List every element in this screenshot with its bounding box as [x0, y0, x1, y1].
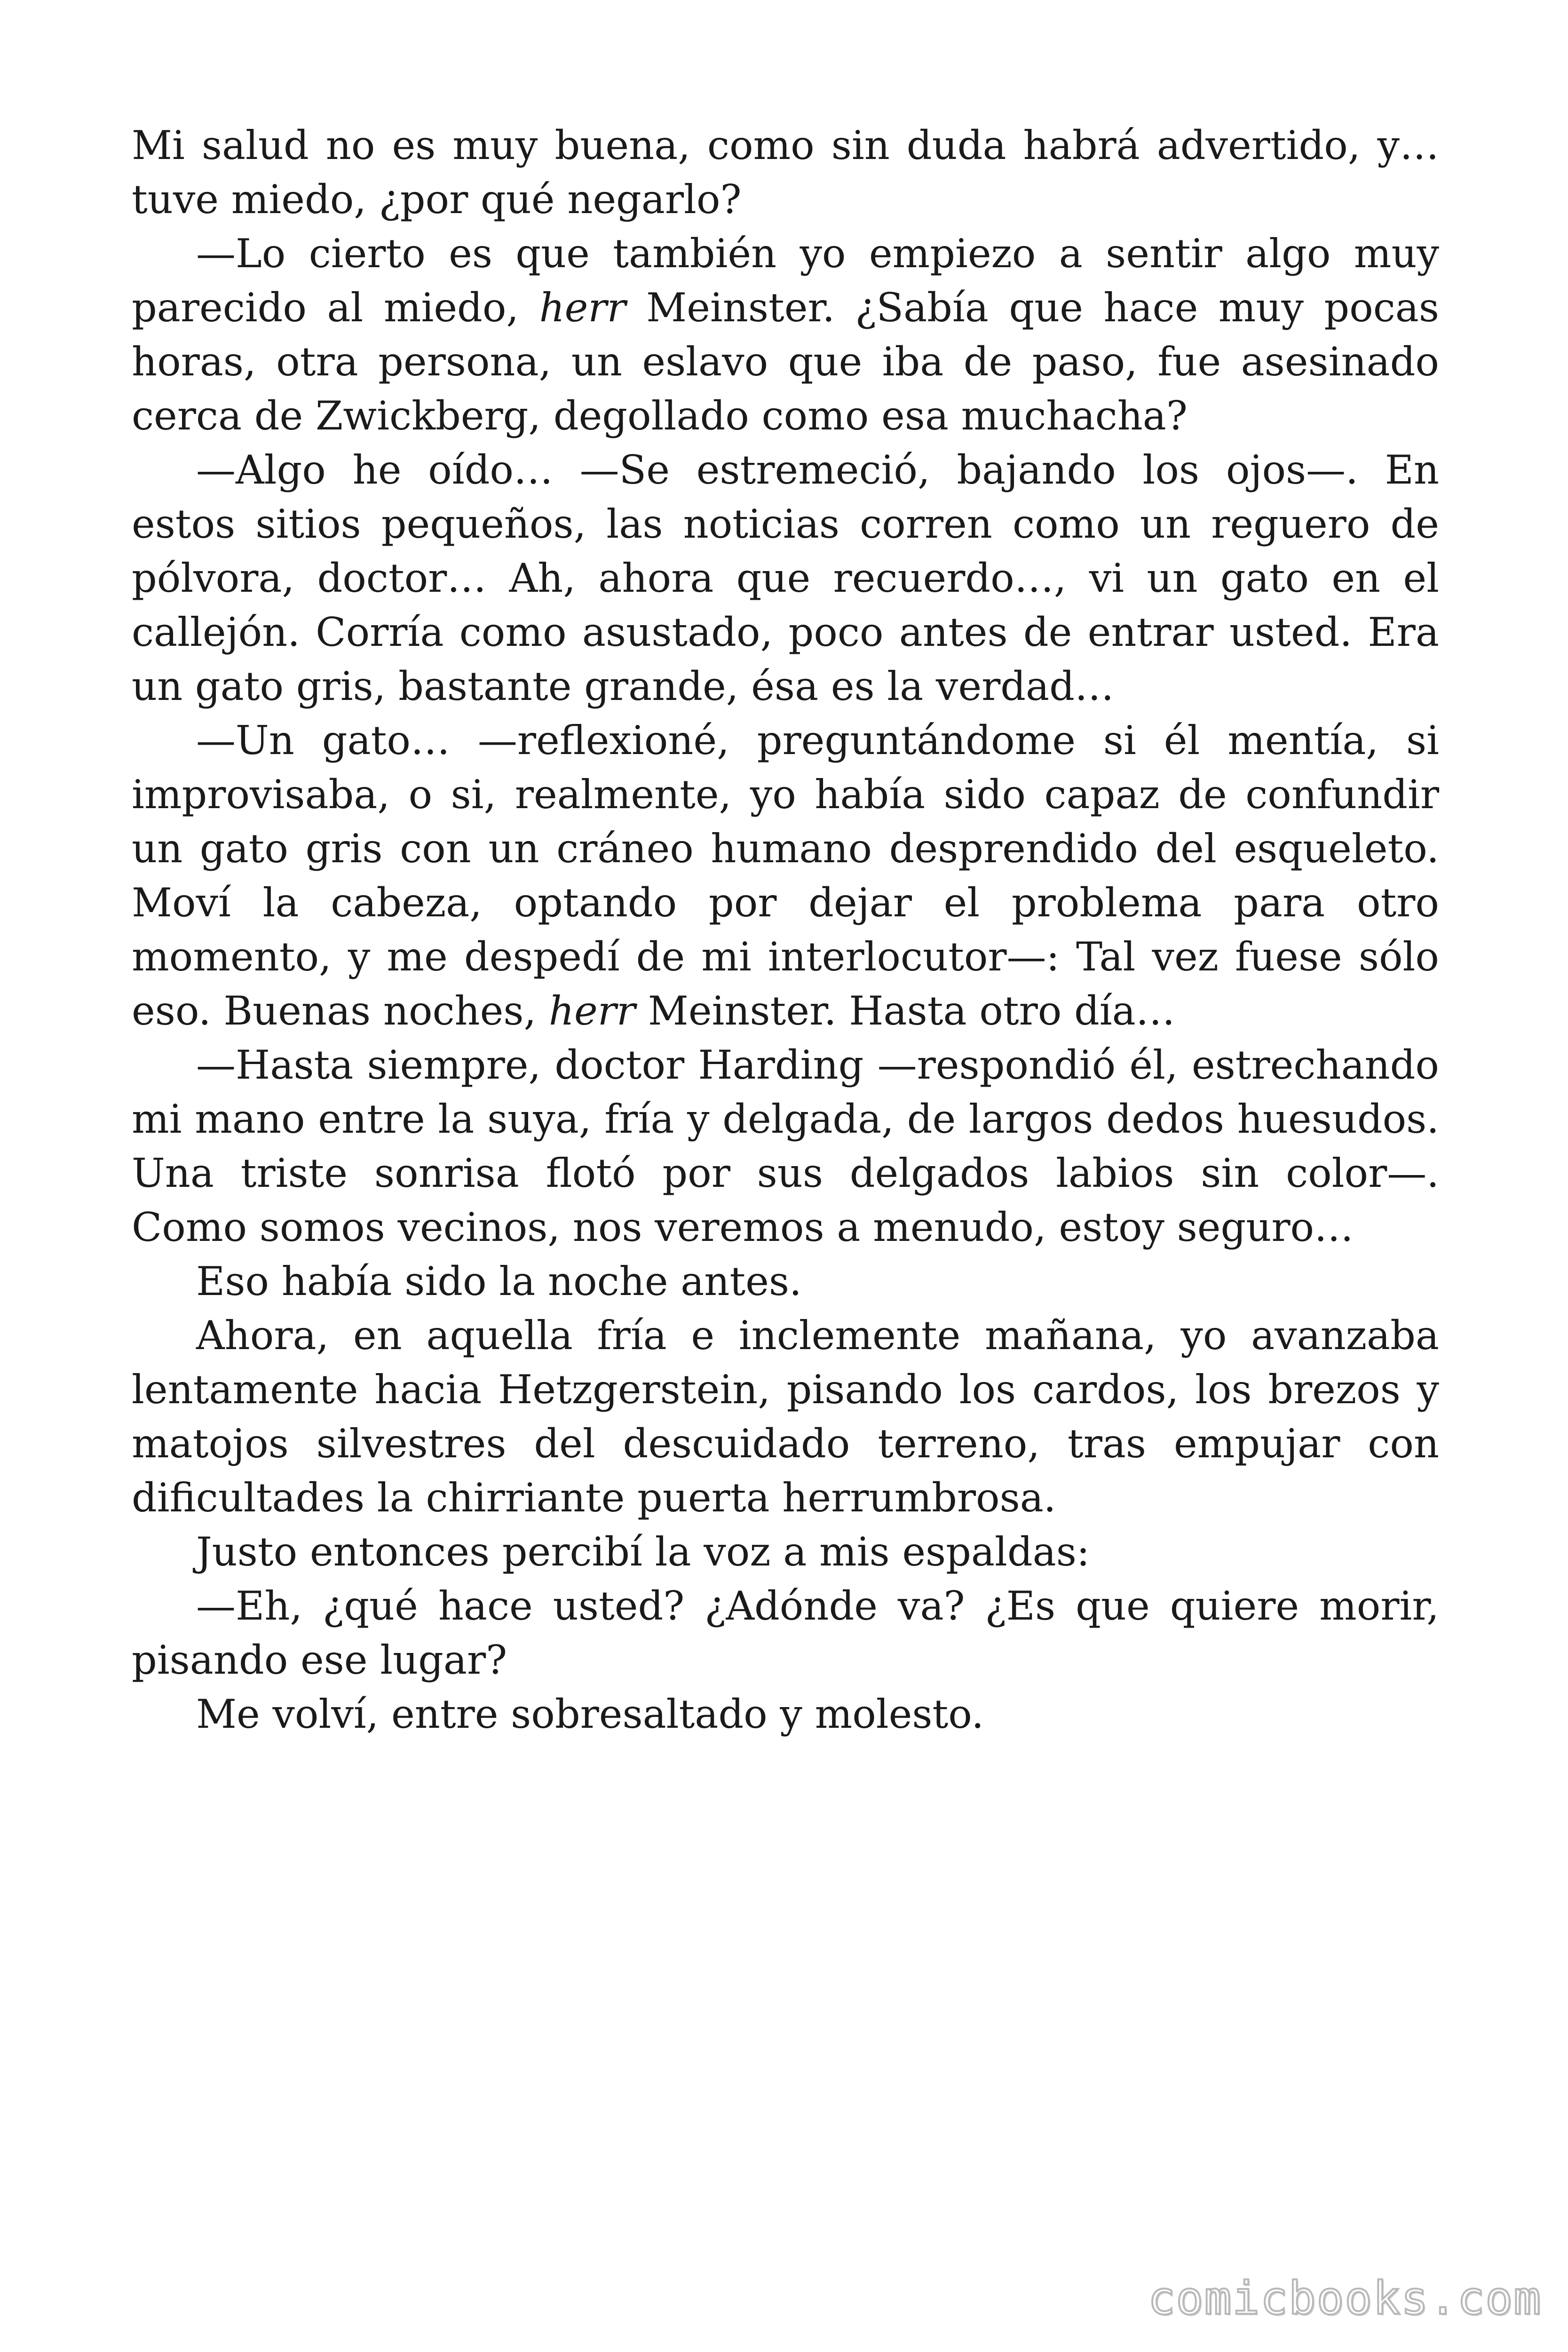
- paragraph-2: [132, 227, 1439, 443]
- paragraph-3: [132, 443, 1439, 714]
- paragraph-text: —Un gato… —reflexioné, preguntándome si él mentía, si improvisaba, o si, realmente, yo había sido capaz de confundir un gato gris con un cráneo humano desprendido del esqueleto. Moví la cabeza, optando por dejar el problema para otro momento, y me despedí de mi interlocutor—: Tal vez fuese sólo eso. Buenas noches,: [132, 717, 1439, 1034]
- paragraph-text: Meinster. Hasta otro día…: [635, 988, 1175, 1034]
- paragraph-6: [132, 1255, 1439, 1309]
- italic-word: herr: [548, 988, 636, 1034]
- paragraph-text: Meinster. ¿Sabía que hace muy pocas horas, otra persona, un eslavo que iba de paso, fue asesinado cerca de Zwickberg, degollado como esa muchacha?: [132, 285, 1439, 439]
- paragraph-text: Me volví, entre sobresaltado y molesto.: [196, 1691, 984, 1737]
- book-page-text: [132, 119, 1439, 1741]
- paragraph-9: [132, 1579, 1439, 1687]
- paragraph-text: Eso había sido la noche antes.: [196, 1258, 802, 1304]
- paragraph-7: [132, 1309, 1439, 1525]
- paragraph-text: —Algo he oído… —Se estremeció, bajando los ojos—. En estos sitios pequeños, las noticias corren como un reguero de pólvora, doctor… Ah, ahora que recuerdo…, vi un gato en el callejón. Corría como asustado, poco antes de entrar usted. Era un gato gris, bastante grande, ésa es la verdad…: [132, 447, 1439, 709]
- paragraph-text: —Lo cierto es que también yo empiezo a sentir algo muy parecido al miedo,: [132, 230, 1439, 331]
- paragraph-text: Mi salud no es muy buena, como sin duda habrá advertido, y… tuve miedo, ¿por qué negarlo?: [132, 122, 1439, 222]
- paragraph-text: Ahora, en aquella fría e inclemente mañana, yo avanzaba lentamente hacia Hetzgerstein, pisando los cardos, los brezos y matojos silvestres del descuidado terreno, tras empujar con dificultades la chirriante puerta herrumbrosa.: [132, 1312, 1439, 1521]
- paragraph-text: —Eh, ¿qué hace usted? ¿Adónde va? ¿Es que quiere morir, pisando ese lugar?: [132, 1583, 1439, 1683]
- italic-word: herr: [539, 285, 626, 331]
- watermark-logo: comicbooks.com: [1148, 2272, 1542, 2325]
- paragraph-1: [132, 119, 1439, 227]
- paragraph-text: Justo entonces percibí la voz a mis espaldas:: [196, 1529, 1090, 1575]
- paragraph-4: [132, 714, 1439, 1038]
- paragraph-5: [132, 1038, 1439, 1255]
- paragraph-10: [132, 1687, 1439, 1741]
- paragraph-text: —Hasta siempre, doctor Harding —respondió él, estrechando mi mano entre la suya, fría y delgada, de largos dedos huesudos. Una triste sonrisa flotó por sus delgados labios sin color—. Como somos vecinos, nos veremos a menudo, estoy seguro…: [132, 1042, 1439, 1250]
- paragraph-8: [132, 1525, 1439, 1579]
